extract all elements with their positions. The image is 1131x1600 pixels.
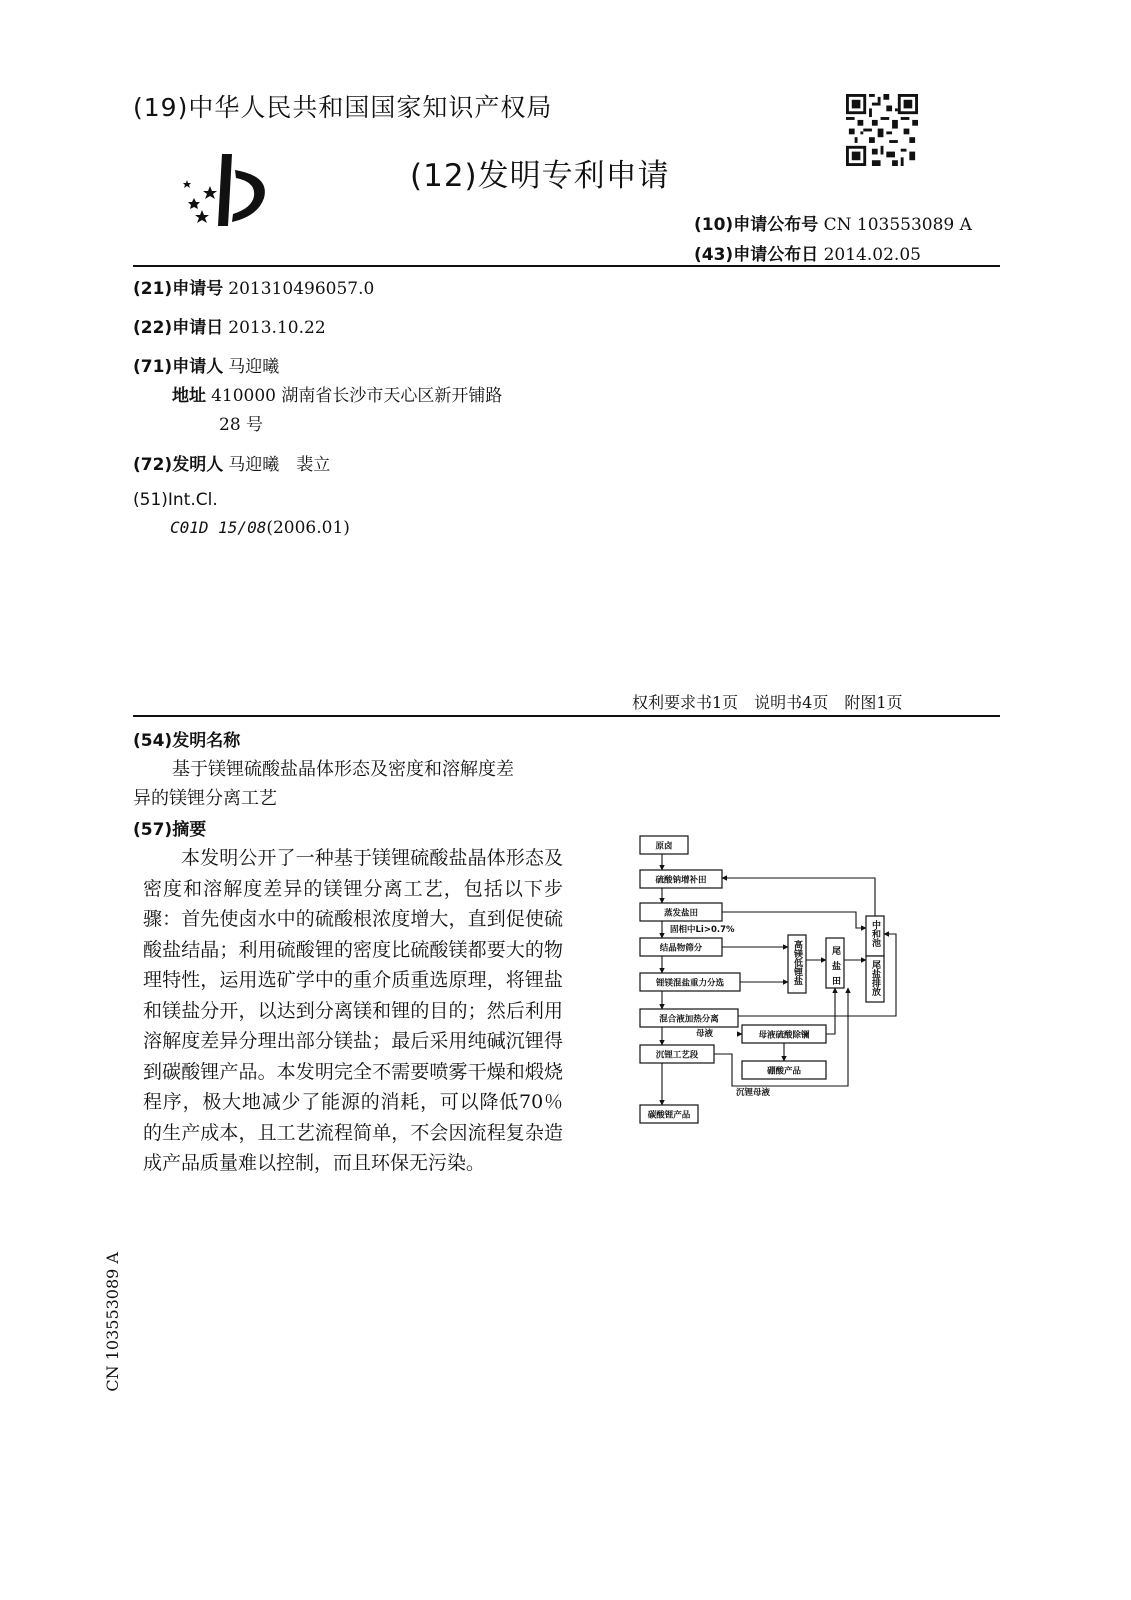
invention-title-label: (54)发明名称 <box>133 731 241 751</box>
pages-rule <box>133 715 1000 717</box>
publication-number <box>694 210 972 235</box>
address-line2: 28 号 <box>219 415 264 435</box>
abstract-label: (57)摘要 <box>133 820 207 840</box>
fc-node-evap-pond: 蒸发盐田 <box>663 908 699 919</box>
fc-edge-precip-liquor: 沉锂母液 <box>736 1088 771 1098</box>
abstract-text: 本发明公开了一种基于镁锂硫酸盐晶体形态及密度和溶解度差异的镁锂分离工艺，包括以下步骤：首先使卤水中的硫酸根浓度增大，直到促使硫酸盐结晶；利用硫酸锂的密度比硫酸镁都要大的物理特性，运用选矿学中的重介质重选原理，将锂盐和镁盐分开，以达到分离镁和锂的目的；然后利用溶解度差异分理出部分镁盐；最后采用纯碱沉锂得到碳酸锂产品。本发明完全不需要喷雾干燥和煅烧程序，极大地减少了能源的消耗，可以降低70％的生产成本，且工艺流程简单，不会因流程复杂造成产品质量难以控制，而且环保无污染。 <box>143 847 563 1174</box>
intcl-year: (2006.01) <box>266 518 350 538</box>
pub-date-label: (43)申请公布日 <box>694 245 819 265</box>
qr-code <box>846 94 918 166</box>
pub-no-label: (10)申请公布号 <box>694 215 819 235</box>
cnipa-logo <box>180 150 280 230</box>
app-no-value: 201310496057.0 <box>228 279 375 299</box>
fc-node-tail-pond: 尾盐田 <box>830 946 840 991</box>
pages-info: 权利要求书1页 说明书4页 附图1页 <box>632 693 903 712</box>
fc-node-li-precip: 沉锂工艺段 <box>655 1050 699 1061</box>
document-type: (12)发明专利申请 <box>410 158 670 194</box>
fc-node-sieving: 结晶物筛分 <box>659 943 703 954</box>
address-line1: 410000 湖南省长沙市天心区新开铺路 <box>211 386 503 406</box>
fc-node-neutral-pond: 中和池 <box>870 920 880 947</box>
invention-title-line2: 异的镁锂分离工艺 <box>133 788 277 809</box>
application-date <box>133 313 326 338</box>
intcl-label: (51)Int.Cl. <box>133 490 218 510</box>
app-no-label: (21)申请号 <box>133 279 224 299</box>
side-publication-code: CN 103553089 A <box>103 1252 122 1392</box>
app-date-label: (22)申请日 <box>133 318 224 338</box>
inventor-label: (72)发明人 <box>133 455 224 475</box>
fc-node-boric-acid: 硼酸产品 <box>766 1066 802 1077</box>
address-label: 地址 <box>172 386 206 406</box>
header-rule <box>133 265 1000 267</box>
intcl-code: C01D 15/08 <box>170 518 267 537</box>
fc-node-gravity-sep: 锂镁混盐重力分选 <box>655 978 725 989</box>
fc-node-mother-liquor-treat: 母液硫酸除镧 <box>758 1030 810 1041</box>
fc-edge-mother-liquor: 母液 <box>696 1029 714 1039</box>
fc-node-sulfate-pond: 硫酸钠增补田 <box>655 875 707 886</box>
fc-node-raw-brine: 原卤 <box>655 841 673 852</box>
intcl-classification <box>170 518 350 538</box>
publication-date <box>694 240 921 265</box>
applicant-label: (71)申请人 <box>133 357 224 377</box>
pub-no-value: CN 103553089 A <box>823 215 972 235</box>
pub-date-value: 2014.02.05 <box>823 245 921 265</box>
fc-edge-li-content: 固相中Li>0.7% <box>670 925 735 935</box>
invention-title-line1: 基于镁锂硫酸盐晶体形态及密度和溶解度差 <box>172 759 514 780</box>
application-number <box>133 274 374 299</box>
inventor-value: 马迎曦 裴立 <box>228 455 331 475</box>
inventors <box>133 450 330 475</box>
fc-node-heat-sep: 混合液加热分离 <box>659 1014 719 1025</box>
applicant-value: 马迎曦 <box>228 357 280 377</box>
app-date-value: 2013.10.22 <box>228 318 326 338</box>
patent-office-title: (19)中华人民共和国国家知识产权局 <box>133 93 553 122</box>
applicant <box>133 352 279 377</box>
fc-node-tail-discharge: 尾盐排放 <box>870 960 880 996</box>
address <box>172 381 502 406</box>
fc-node-high-mg-salt: 高镁低锂盐 <box>792 940 802 985</box>
fc-node-li-carbonate: 碳酸锂产品 <box>647 1110 691 1121</box>
process-flowchart <box>636 830 916 1130</box>
